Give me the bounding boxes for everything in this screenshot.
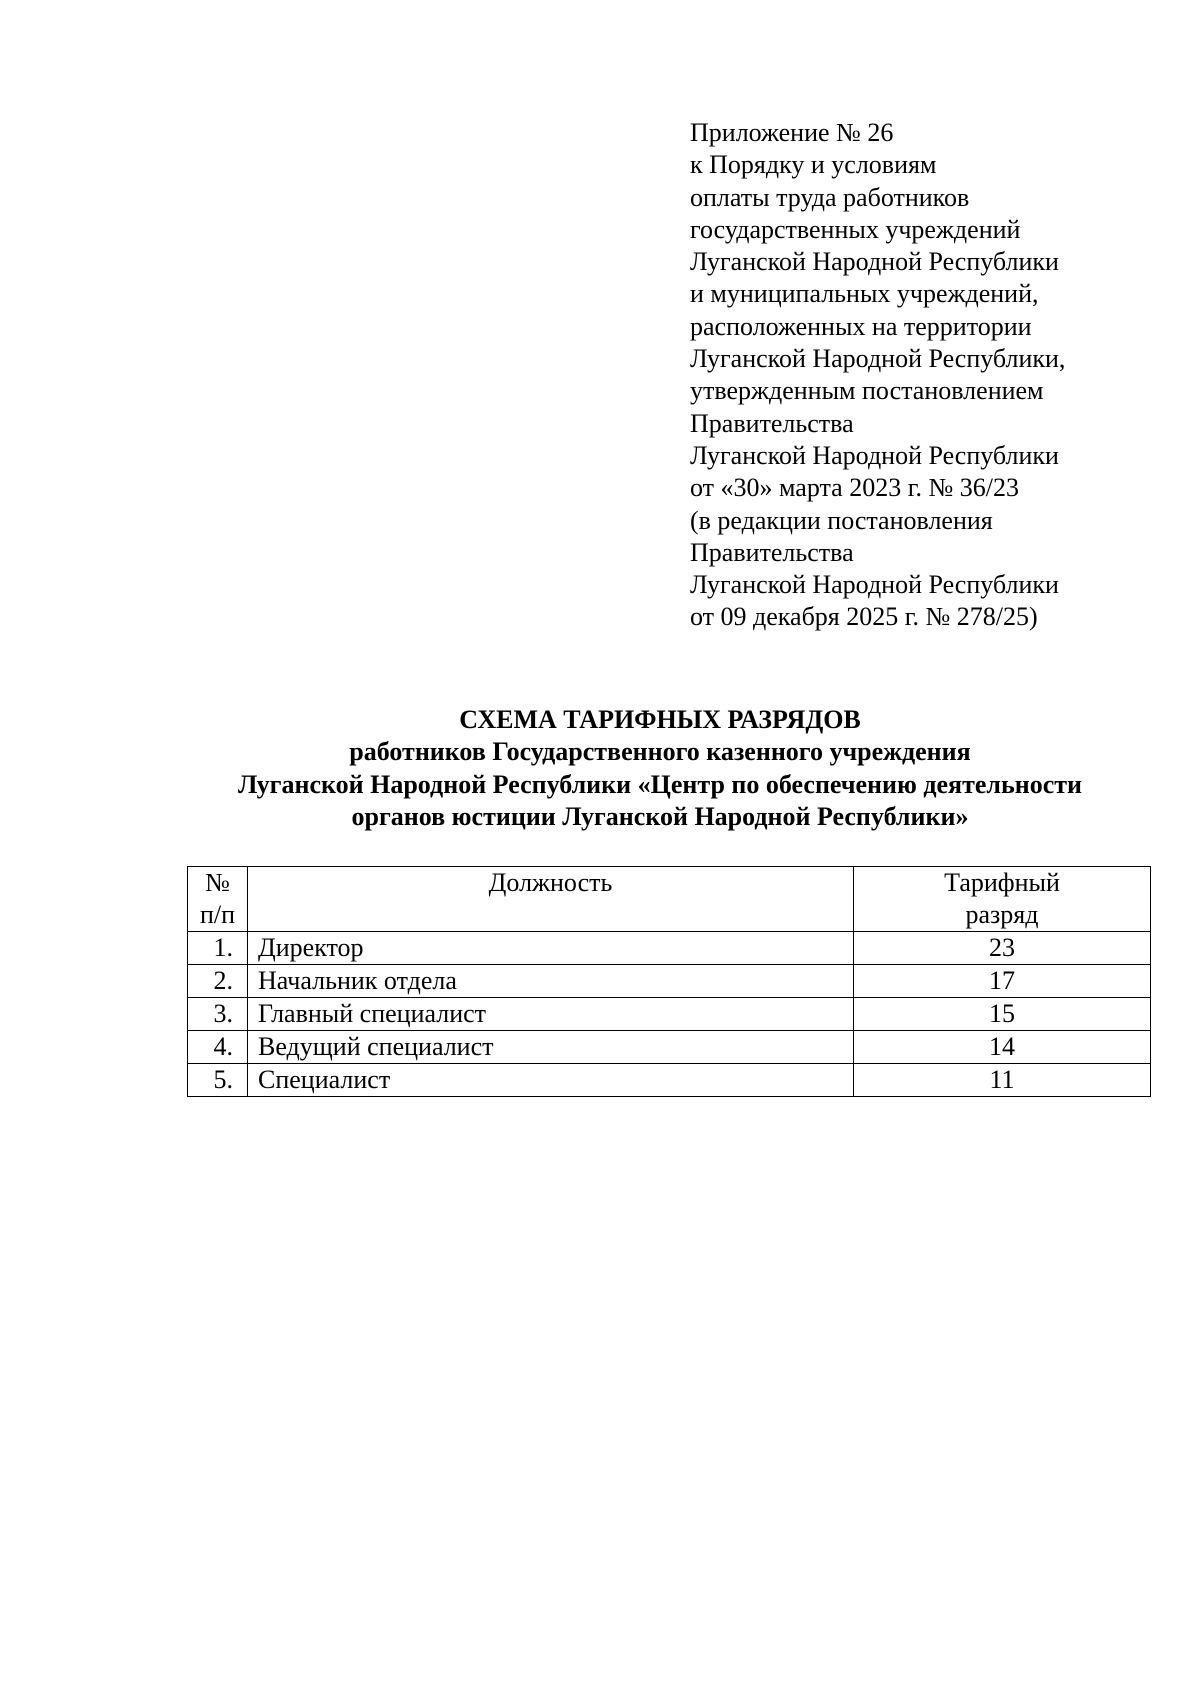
header-number <box>188 867 248 932</box>
row-grade: 17 <box>854 965 1151 998</box>
table-row <box>188 1031 1151 1064</box>
appendix-line: к Порядку и условиям <box>690 150 937 180</box>
appendix-line: утвержденным постановлением <box>690 376 1044 406</box>
appendix-line: Луганской Народной Республики <box>690 570 1059 600</box>
table-row <box>188 1064 1151 1097</box>
header-grade-line2: разряд <box>965 900 1039 929</box>
table-row <box>188 998 1151 1031</box>
title-subline: Луганской Народной Республики «Центр по обеспечению деятельности <box>237 769 1083 799</box>
table-header-row <box>188 867 1151 932</box>
appendix-block <box>690 117 1160 634</box>
row-number: 3. <box>188 998 248 1031</box>
appendix-line: государственных учреждений <box>690 214 1021 244</box>
row-number: 4. <box>188 1031 248 1064</box>
table-row <box>188 932 1151 965</box>
appendix-line: Приложение № 26 <box>690 118 894 147</box>
appendix-line: и муниципальных учреждений, <box>690 279 1039 309</box>
title-subline: работников Государственного казенного учреждения <box>349 737 971 767</box>
title-heading: СХЕМА ТАРИФНЫХ РАЗРЯДОВ <box>459 705 861 734</box>
table-row <box>188 965 1151 998</box>
appendix-line: Правительства <box>690 537 854 567</box>
header-number-line2: п/п <box>199 900 236 929</box>
row-number: 2. <box>188 965 248 998</box>
row-number: 1. <box>188 932 248 965</box>
document-title <box>120 704 1200 833</box>
appendix-line: от «30» марта 2023 г. № 36/23 <box>690 473 1019 503</box>
row-grade: 15 <box>854 998 1151 1031</box>
row-grade: 11 <box>854 1064 1151 1097</box>
header-position: Должность <box>248 867 854 932</box>
row-grade: 23 <box>854 932 1151 965</box>
appendix-line: Луганской Народной Республики <box>690 247 1059 277</box>
appendix-line: оплаты труда работников <box>690 182 970 212</box>
appendix-line: расположенных на территории <box>690 311 1032 341</box>
row-number: 5. <box>188 1064 248 1097</box>
header-number-line1: № <box>205 868 230 897</box>
appendix-line: Правительства <box>690 408 854 438</box>
row-position: Главный специалист <box>248 998 854 1031</box>
title-subline: органов юстиции Луганской Народной Республики» <box>351 801 969 831</box>
header-grade <box>854 867 1151 932</box>
appendix-line: Луганской Народной Республики <box>690 440 1059 470</box>
appendix-line: от 09 декабря 2025 г. № 278/25) <box>690 602 1038 632</box>
row-grade: 14 <box>854 1031 1151 1064</box>
appendix-line: (в редакции постановления <box>690 505 993 535</box>
header-grade-line1: Тарифный <box>944 868 1060 897</box>
appendix-line: Луганской Народной Республики, <box>690 344 1066 374</box>
row-position: Специалист <box>248 1064 854 1097</box>
row-position: Директор <box>248 932 854 965</box>
tariff-grade-table <box>187 866 1151 1097</box>
row-position: Начальник отдела <box>248 965 854 998</box>
row-position: Ведущий специалист <box>248 1031 854 1064</box>
